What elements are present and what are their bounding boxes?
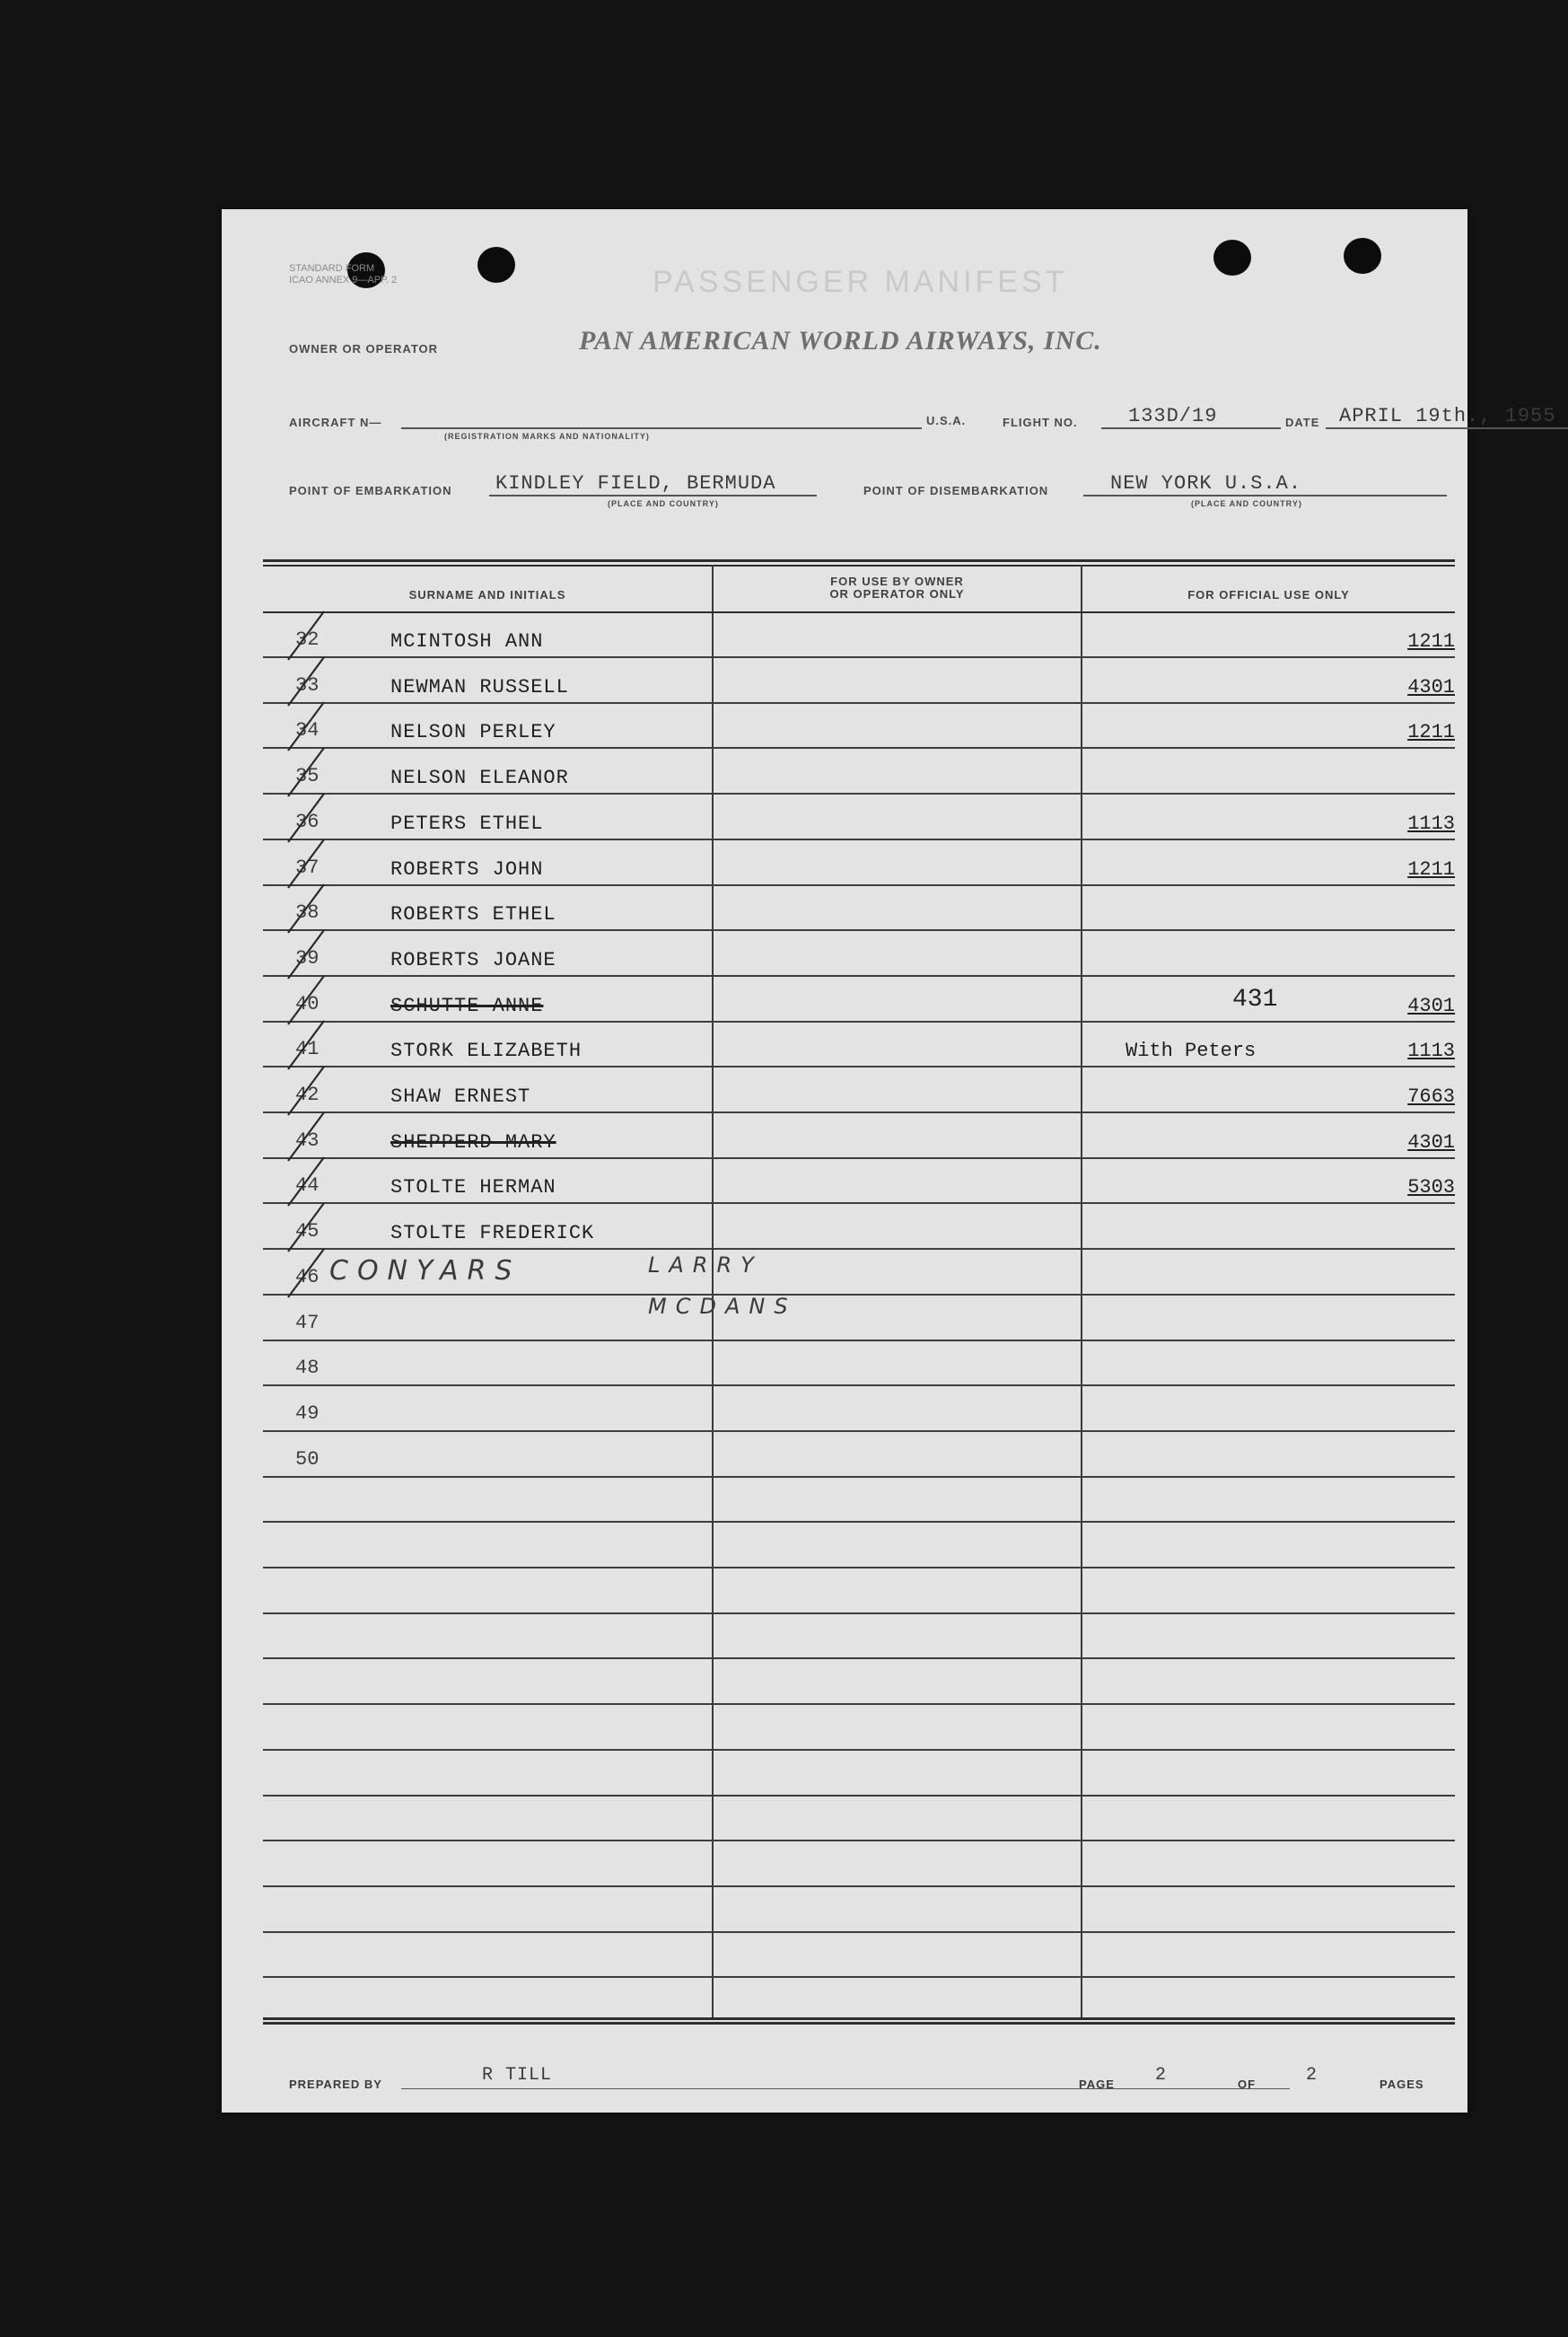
official-code: 1211 [1407, 857, 1455, 881]
table-row [263, 1068, 1455, 1113]
table-row [263, 1569, 1455, 1614]
table-row [263, 1023, 1455, 1067]
table-row [263, 1524, 1455, 1568]
col-owner-use: FOR USE BY OWNER OR OPERATOR ONLY [829, 575, 965, 601]
row-number: 42 [295, 1084, 320, 1106]
manifest-title: PASSENGER MANIFEST [653, 265, 1068, 299]
table-row [263, 1296, 1455, 1341]
page-number: 2 [1155, 2065, 1168, 2086]
usa-label: U.S.A. [926, 414, 967, 427]
row-number: 36 [295, 810, 320, 833]
page-total: 2 [1306, 2065, 1318, 2086]
handwritten-name: CONYARS [329, 1255, 521, 1287]
row-rule [263, 1021, 1455, 1023]
row-rule [263, 1885, 1455, 1887]
handwritten-note: LARRY [648, 1252, 763, 1278]
table-top-rule [263, 559, 1455, 562]
row-rule [263, 1476, 1455, 1478]
disembark-label: POINT OF DISEMBARKATION [863, 484, 1049, 497]
page-label: PAGE [1079, 2078, 1115, 2091]
official-code: 4301 [1407, 1130, 1455, 1154]
row-rule [263, 929, 1455, 931]
row-rule [263, 884, 1455, 886]
disembark-caption: (PLACE AND COUNTRY) [1191, 499, 1302, 508]
table-row [263, 1478, 1455, 1523]
row-rule [263, 1430, 1455, 1432]
table-row [263, 1797, 1455, 1841]
table-row [263, 978, 1455, 1023]
passenger-name: NELSON ELEANOR [390, 767, 569, 790]
col-official: FOR OFFICIAL USE ONLY [1187, 588, 1350, 602]
passenger-name: SHAW ERNEST [390, 1085, 531, 1108]
embark-label: POINT OF EMBARKATION [289, 484, 452, 497]
handwritten-note: MCDANS [648, 1294, 797, 1319]
row-rule [263, 1157, 1455, 1159]
manifest-page [222, 209, 1556, 2113]
row-rule [263, 1384, 1455, 1386]
row-rule [263, 1657, 1455, 1659]
disembark-point: NEW YORK U.S.A. [1110, 472, 1302, 495]
official-code: 1113 [1407, 1040, 1455, 1063]
row-number: 44 [295, 1174, 320, 1198]
row-number: 35 [295, 765, 320, 788]
table-row [263, 1888, 1455, 1933]
row-rule [263, 975, 1455, 977]
row-rule [263, 1931, 1455, 1933]
row-rule [263, 1294, 1455, 1296]
row-number: 50 [295, 1447, 320, 1471]
row-rule [263, 839, 1455, 840]
passenger-name: ROBERTS ETHEL [390, 903, 556, 927]
aircraft-label: AIRCRAFT N— [289, 416, 382, 429]
table-row [263, 932, 1455, 977]
row-rule [263, 1111, 1455, 1113]
row-number: 38 [295, 901, 320, 925]
official-code: 1211 [1407, 721, 1455, 744]
table-bottom-rule [263, 2017, 1455, 2020]
registration-caption: (REGISTRATION MARKS AND NATIONALITY) [444, 432, 650, 441]
form-id-line: ICAO ANNEX 9—APP. 2 [289, 275, 398, 286]
row-rule [263, 656, 1455, 658]
flight-number: 133D/19 [1128, 405, 1218, 427]
prepared-label: PREPARED BY [289, 2078, 382, 2091]
passenger-name: ROBERTS JOANE [390, 948, 556, 971]
row-rule [263, 1612, 1455, 1614]
passenger-name: PETERS ETHEL [390, 812, 544, 835]
row-number: 33 [295, 673, 320, 697]
form-id-line: STANDARD FORM [289, 263, 375, 274]
table-row [263, 1706, 1455, 1751]
row-rule [263, 702, 1455, 704]
aircraft-field [401, 427, 922, 429]
row-number: 43 [295, 1129, 320, 1152]
date-label: DATE [1285, 416, 1320, 429]
passenger-name: MCINTOSH ANN [390, 630, 544, 653]
row-number: 47 [295, 1311, 320, 1334]
official-code: 7663 [1407, 1085, 1455, 1108]
row-rule [263, 1521, 1455, 1523]
passenger-name: NELSON PERLEY [390, 721, 556, 744]
row-rule [263, 1567, 1455, 1568]
passenger-name: SHEPPERD MARY [390, 1130, 556, 1154]
passenger-name: SCHUTTE ANNE [390, 994, 544, 1017]
passenger-name: STOLTE FREDERICK [390, 1222, 595, 1245]
pages-label: PAGES [1380, 2078, 1424, 2091]
row-rule [263, 1976, 1455, 1978]
row-rule [263, 1340, 1455, 1341]
passenger-name: NEWMAN RUSSELL [390, 675, 569, 698]
owner-label: OWNER OR OPERATOR [289, 342, 439, 356]
passenger-name: STORK ELIZABETH [390, 1040, 583, 1063]
row-rule [263, 1202, 1455, 1204]
row-number: 46 [295, 1265, 320, 1288]
table-row [263, 1660, 1455, 1705]
table-row [263, 1433, 1455, 1478]
table-row [263, 704, 1455, 749]
row-number: 32 [295, 628, 320, 651]
row-number: 34 [295, 719, 320, 742]
airline-name: PAN AMERICAN WORLD AIRWAYS, INC. [579, 326, 1102, 356]
embark-caption: (PLACE AND COUNTRY) [608, 499, 719, 508]
row-rule [263, 1795, 1455, 1797]
passenger-name: ROBERTS JOHN [390, 857, 544, 881]
table-row [263, 1114, 1455, 1159]
disembark-field [1083, 495, 1447, 496]
table-row [263, 1842, 1455, 1887]
row-rule [263, 1703, 1455, 1705]
row-number: 39 [295, 946, 320, 970]
flight-field [1101, 427, 1281, 429]
table-bottom-rule [263, 2023, 1455, 2025]
table-top-rule [263, 565, 1455, 567]
row-rule [263, 1749, 1455, 1751]
official-remark: 431 [1232, 985, 1278, 1014]
embark-point: KINDLEY FIELD, BERMUDA [495, 472, 776, 495]
row-number: 37 [295, 856, 320, 879]
punch-hole [477, 247, 515, 283]
row-number: 40 [295, 992, 320, 1015]
row-number: 48 [295, 1357, 320, 1380]
official-code: 1211 [1407, 630, 1455, 653]
official-code: 4301 [1407, 994, 1455, 1017]
prepared-field [401, 2088, 1290, 2089]
official-code: 5303 [1407, 1176, 1455, 1199]
table-row [263, 1341, 1455, 1386]
prepared-by: R TILL [482, 2065, 553, 2086]
col-surname: SURNAME AND INITIALS [408, 588, 566, 602]
punch-hole [1213, 240, 1251, 276]
table-row [263, 1387, 1455, 1432]
check-mark [286, 1245, 326, 1301]
table-row [263, 1205, 1455, 1250]
table-row [263, 613, 1455, 658]
table-row [263, 795, 1455, 840]
of-label: OF [1238, 2078, 1257, 2091]
passenger-name: STOLTE HERMAN [390, 1176, 556, 1199]
flight-label: FLIGHT NO. [1003, 416, 1078, 429]
row-rule [263, 1066, 1455, 1067]
row-rule [263, 1248, 1455, 1250]
table-row [263, 1752, 1455, 1797]
punch-hole [1344, 238, 1381, 274]
table-row [263, 1933, 1455, 1978]
embark-field [489, 495, 817, 496]
form-id [289, 263, 397, 286]
table-row [263, 750, 1455, 795]
row-rule [263, 1840, 1455, 1841]
table-row [263, 1159, 1455, 1204]
row-number: 45 [295, 1220, 320, 1243]
row-number: 49 [295, 1401, 320, 1425]
table-row [263, 659, 1455, 704]
row-rule [263, 747, 1455, 749]
date-field [1326, 427, 1568, 429]
flight-date: APRIL 19th., 1955 [1339, 405, 1556, 427]
official-code: 1113 [1407, 812, 1455, 835]
row-rule [263, 793, 1455, 795]
table-row [263, 841, 1455, 886]
row-number: 41 [295, 1038, 320, 1061]
table-row [263, 886, 1455, 931]
table-row [263, 1614, 1455, 1659]
official-code: 4301 [1407, 675, 1455, 698]
official-remark: With Peters [1126, 1040, 1257, 1063]
